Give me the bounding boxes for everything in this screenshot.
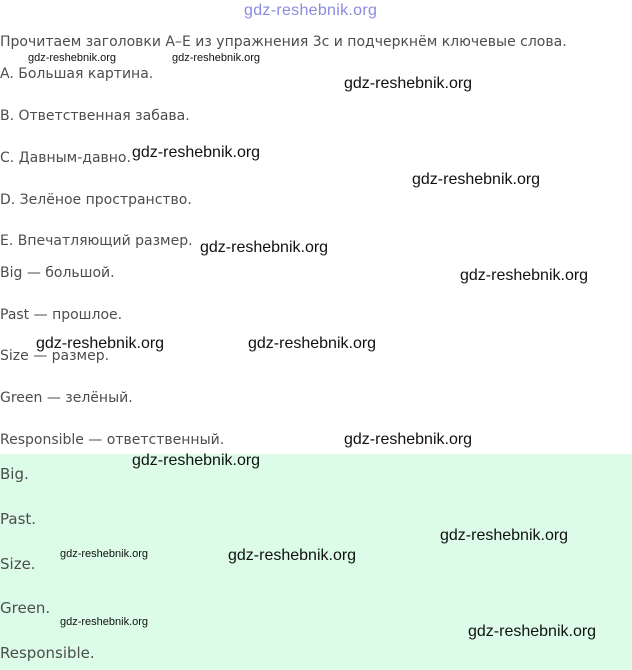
watermark: gdz-reshebnik.org (36, 335, 165, 352)
translation-past: Past — прошлое. (0, 307, 123, 323)
watermark: gdz-reshebnik.org (248, 335, 377, 352)
watermark: gdz-reshebnik.org (440, 527, 569, 544)
watermark: gdz-reshebnik.org (200, 239, 329, 256)
watermark: gdz-reshebnik.org (28, 52, 117, 64)
translation-responsible: Responsible — ответственный. (0, 432, 225, 448)
watermark: gdz-reshebnik.org (60, 548, 149, 560)
answer-responsible: Responsible. (0, 644, 95, 662)
watermark: gdz-reshebnik.org (172, 52, 261, 64)
watermark: gdz-reshebnik.org (468, 623, 597, 640)
answer-size: Size. (0, 555, 36, 573)
watermark: gdz-reshebnik.org (344, 431, 473, 448)
watermark: gdz-reshebnik.org (132, 144, 261, 161)
answer-past: Past. (0, 510, 37, 528)
translation-big: Big — большой. (0, 265, 115, 281)
watermark: gdz-reshebnik.org (460, 267, 589, 284)
watermark: gdz-reshebnik.org (228, 547, 357, 564)
heading-a: A. Большая картина. (0, 66, 154, 82)
watermark: gdz-reshebnik.org (344, 75, 473, 92)
task-text: Прочитаем заголовки A–E из упражнения 3c и подчеркнём ключевые слова. (0, 34, 567, 50)
watermark: gdz-reshebnik.org (132, 452, 261, 469)
heading-c: C. Давным-давно. (0, 150, 131, 166)
header-watermark: gdz-reshebnik.org (244, 2, 378, 19)
answer-big: Big. (0, 465, 29, 483)
translation-size: Size — размер. (0, 348, 110, 364)
watermark: gdz-reshebnik.org (60, 616, 149, 628)
heading-d: D. Зелёное пространство. (0, 192, 192, 208)
heading-e: E. Впечатляющий размер. (0, 233, 193, 249)
heading-b: B. Ответственная забава. (0, 108, 190, 124)
answer-green: Green. (0, 599, 51, 617)
watermark: gdz-reshebnik.org (412, 171, 541, 188)
translation-green: Green — зелёный. (0, 390, 133, 406)
